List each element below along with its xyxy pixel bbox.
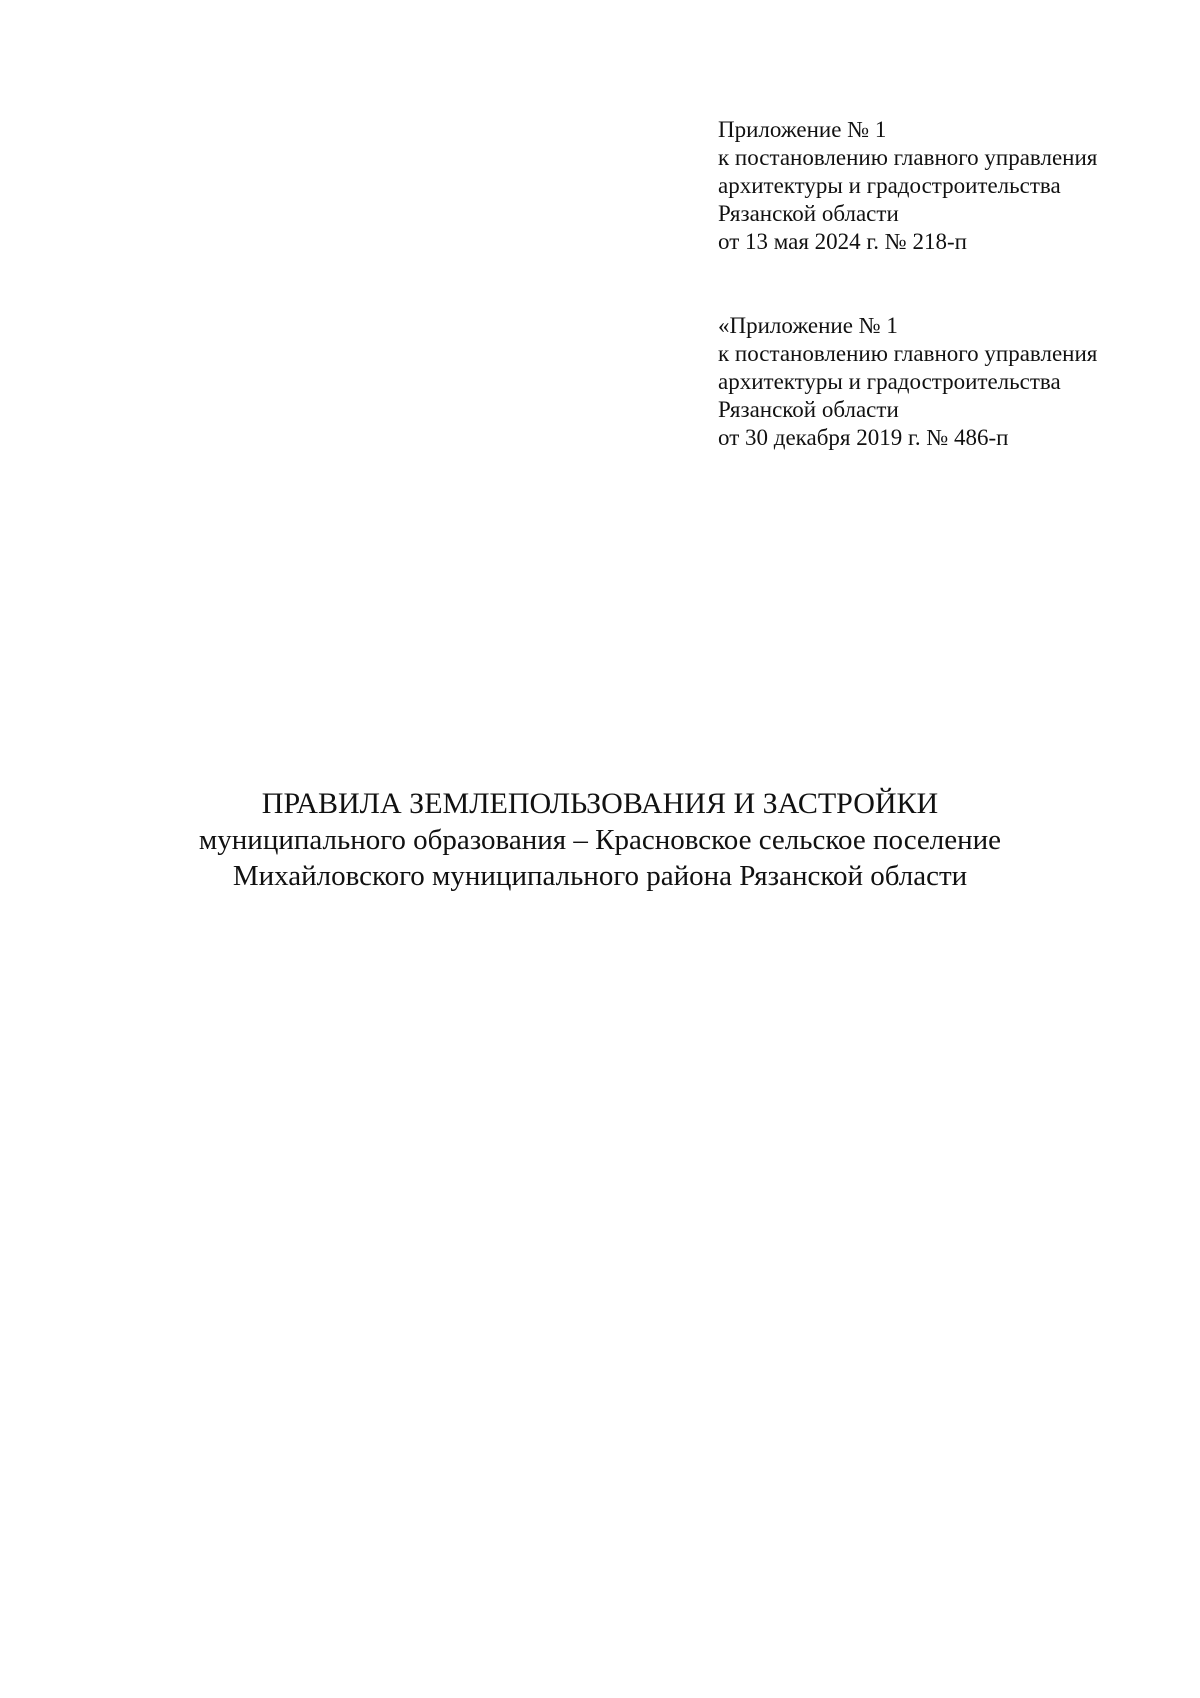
appendix-region-line: Рязанской области bbox=[718, 201, 899, 226]
appendix-date-number: от 13 мая 2024 г. № 218-п bbox=[718, 229, 967, 254]
appendix-header-current bbox=[718, 116, 1178, 256]
document-subtitle-line: муниципального образования – Красновское сельское поселение bbox=[198, 824, 1002, 856]
appendix-region-line: Рязанской области bbox=[718, 397, 899, 422]
appendix-resolution-line: к постановлению главного управления bbox=[718, 145, 1098, 170]
appendix-date-number: от 30 декабря 2019 г. № 486-п bbox=[718, 425, 1009, 450]
document-title-block bbox=[0, 786, 1200, 894]
appendix-resolution-line: к постановлению главного управления bbox=[718, 341, 1098, 366]
appendix-label: Приложение № 1 bbox=[718, 117, 887, 142]
appendix-authority-line: архитектуры и градостроительства bbox=[718, 173, 1061, 198]
appendix-label: «Приложение № 1 bbox=[718, 313, 898, 338]
appendix-authority-line: архитектуры и градостроительства bbox=[718, 369, 1061, 394]
document-subtitle-line: Михайловского муниципального района Рязанской области bbox=[232, 860, 968, 892]
document-title: ПРАВИЛА ЗЕМЛЕПОЛЬЗОВАНИЯ И ЗАСТРОЙКИ bbox=[261, 787, 939, 820]
appendix-header-original bbox=[718, 312, 1178, 452]
